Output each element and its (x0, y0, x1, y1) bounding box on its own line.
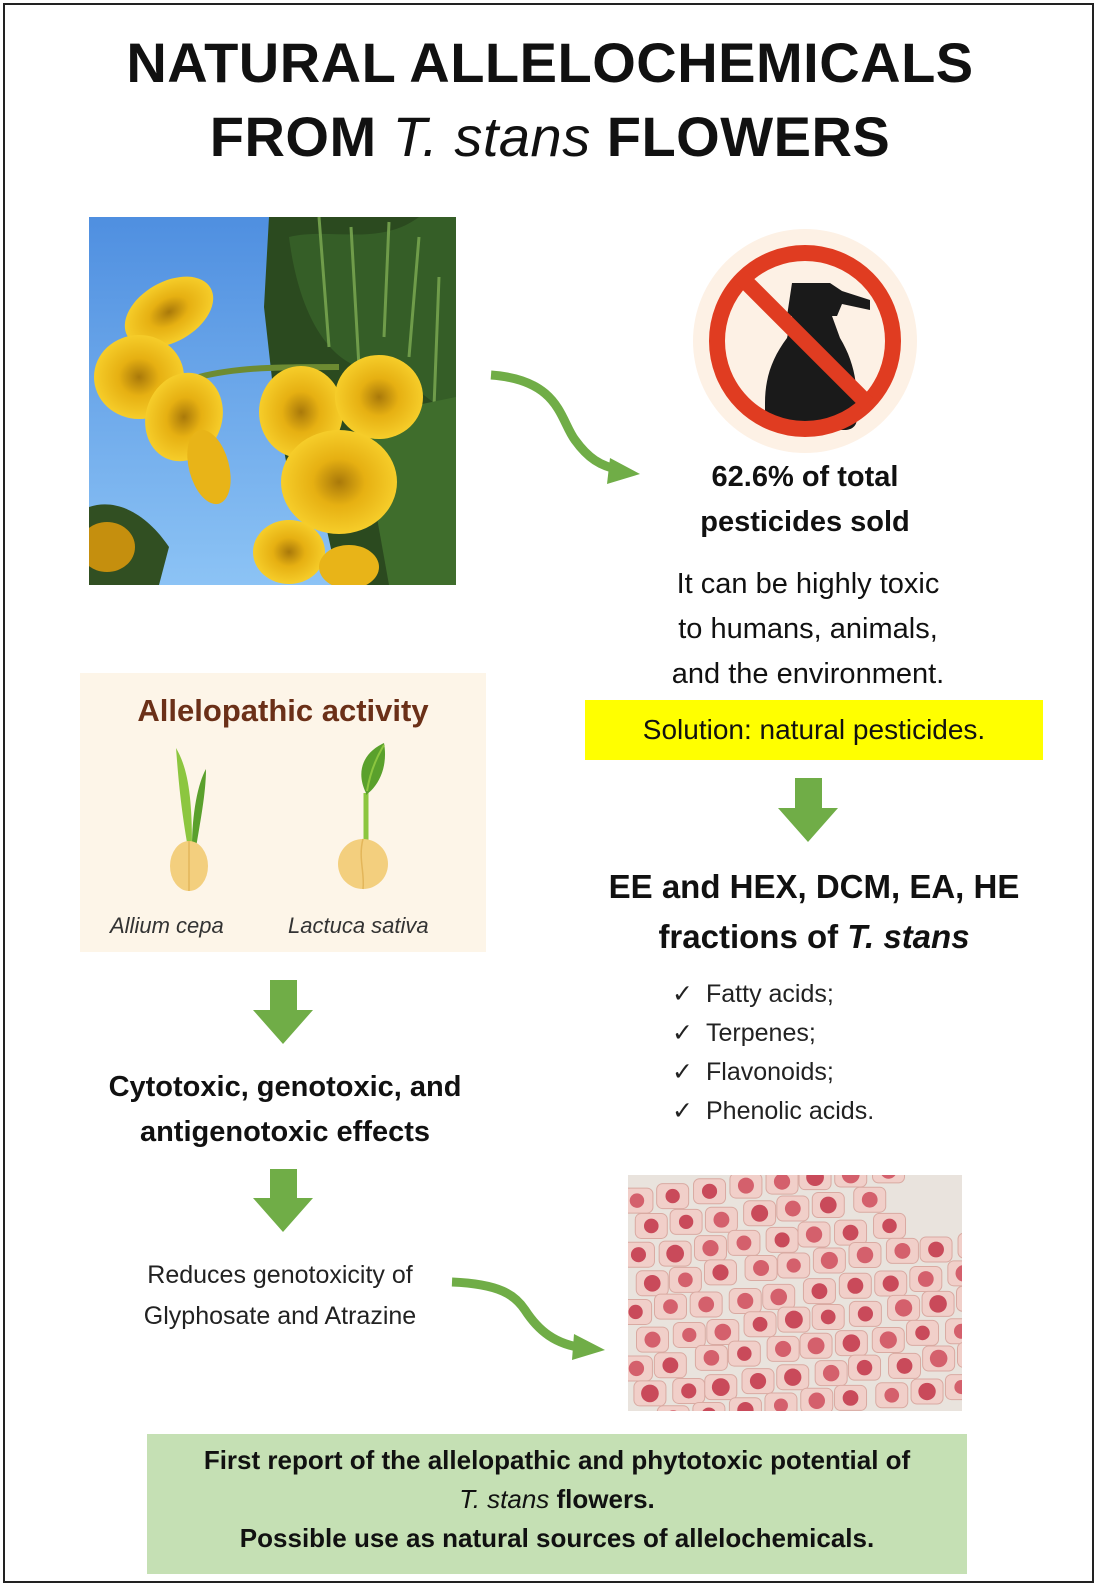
reduces-line-1: Reduces genotoxicity of (147, 1261, 413, 1289)
toxic-line-3: and the environment. (671, 658, 945, 690)
solution-highlight: Solution: natural pesticides. (585, 700, 1043, 760)
compound-label: Fatty acids; (706, 980, 834, 1008)
conclusion-box (147, 1434, 967, 1574)
fractions-line-1: EE and HEX, DCM, EA, HE (608, 868, 1020, 905)
fractions-species: T. stans (847, 918, 970, 955)
conclusion-line-3: Possible use as natural sources of allelochemicals. (239, 1523, 875, 1553)
conclusion-species: T. stans (459, 1484, 550, 1514)
toxic-line-2: to humans, animals, (678, 613, 938, 645)
compound-label: Terpenes; (706, 1019, 816, 1047)
check-icon: ✓ (672, 980, 693, 1008)
check-icon: ✓ (672, 1058, 693, 1086)
down-arrow-solution (778, 778, 838, 842)
conclusion-flowers: flowers. (549, 1484, 655, 1514)
effects-line-1: Cytotoxic, genotoxic, and (108, 1071, 462, 1103)
curved-arrow-flower-to-stat (491, 375, 640, 484)
effects-line-2: antigenotoxic effects (139, 1116, 431, 1148)
check-icon: ✓ (672, 1097, 693, 1125)
toxic-line-1: It can be highly toxic (676, 568, 940, 600)
title-line-1: NATURAL ALLELOCHEMICALS (126, 31, 974, 94)
species-allium-cepa: Allium cepa (110, 913, 224, 938)
title-species: T. stans (392, 105, 591, 168)
compound-label: Flavonoids; (706, 1058, 834, 1086)
check-icon: ✓ (672, 1019, 693, 1047)
title-flowers: FLOWERS (590, 105, 891, 168)
conclusion-line-1: First report of the allelopathic and phytotoxic potential of (203, 1445, 911, 1475)
reduces-line-2: Glyphosate and Atrazine (143, 1302, 417, 1330)
fractions-of: fractions of (658, 918, 848, 955)
down-arrow-allelo (253, 980, 313, 1044)
curved-arrow-reduces-to-cells (452, 1282, 605, 1360)
allelopathic-title: Allelopathic activity (137, 693, 429, 728)
species-lactuca-sativa: Lactuca sativa (288, 913, 429, 938)
title-from: FROM (209, 105, 393, 168)
compound-label: Phenolic acids. (706, 1097, 875, 1125)
stat-line-2: pesticides sold (700, 506, 910, 538)
down-arrow-effects (253, 1169, 313, 1232)
conclusion-line-2 (147, 1480, 967, 1519)
stat-line-1: 62.6% of total (711, 461, 899, 493)
